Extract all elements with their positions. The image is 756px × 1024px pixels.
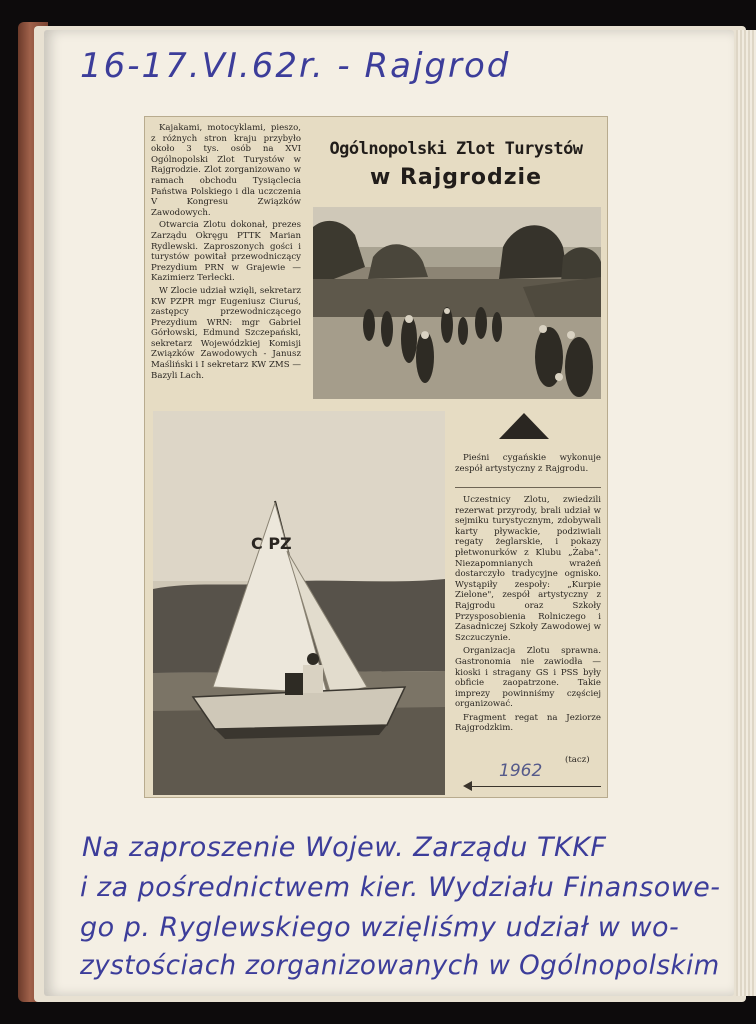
photo-caption: Pieśni cygańskie wykonuje zespół artystyczny z Rajgrodu. [455, 453, 601, 474]
article-paragraph: Fragment regat na Jeziorze Rajgrodzkim. [455, 712, 601, 734]
article-paragraph: Organizacja Zlotu sprawna. Gastronomia nie zawiodła — kioski i straganу GS i PSS były obficie zaopatrzone. Takie imprezy powinniśmy częściej organizować. [455, 646, 601, 710]
article-paragraph: W Zlocie udział wzięli, sekretarz KW PZPR mgr Eugeniusz Ciuruś, zastępcy przewodniczącego Prezydium WRN: mgr Gabriel Górłowski, Edmund Szczepański, sekretarz Wojewódzkiej Komisji Związków Zawodowych - Janusz Maśliński i I sekretarz KW ZMS — Bazyli Lach. [151, 285, 301, 381]
article-left-column [151, 123, 301, 383]
headline [311, 125, 601, 211]
handwritten-date-title: 16-17.VI.62r. - Rajgrod [80, 46, 511, 86]
handwritten-note-line: zystościach zorganizowanych w Ogólnopolskim [80, 950, 720, 981]
article-author: (tacz) [565, 755, 590, 765]
handwritten-note-line: i za pośrednictwem kier. Wydziału Finansowe- [80, 872, 721, 903]
headline-line-2: w Rajgrodzie [369, 165, 543, 190]
photo-sailing-regatta [153, 411, 445, 795]
article-paragraph: Uczestnicy Zlotu, zwiedzili rezerwat przyrody, brali udział w sejmiku turystycznym, zdobywali karty pływackie, podziwiali regaty żeglarskie, i pokazy płetwonurków z Klubu „Żaba". Niezapomnianych wrażeń dostarczyło tradycyjne ognisko. Wystąpiły zespoły: „Kurpie Zielone", zespół artystyczny z Rajgrodu oraz Szkoły Przysposobienia Rolniczego i Zasadniczej Szkoły Zawodowej w Szczuczynie. [455, 495, 601, 643]
triangle-marker-icon [499, 413, 549, 441]
sail-marking: C PZ [251, 534, 292, 553]
arrow-left-icon [463, 781, 472, 791]
article-paragraph: Kajakami, motocyklami, pieszo, z różnych stron kraju przybyło około 3 tys. osób na XVI Ogólnopolski Zlot Turystów w Rajgrodzie. Zlot zorganizowano w ramach obchodu Tysiąclecia Państwa Polskiego i dla uczczenia V Kongresu Związków Zawodowych. [151, 123, 301, 218]
handwritten-note-line: go p. Ryglewskiego wzięliśmy udział w wo- [80, 912, 680, 943]
headline-line-1: Ogólnopolski Zlot Turystów [329, 139, 583, 159]
newspaper-clipping [144, 116, 608, 798]
arrow-line [467, 786, 601, 787]
page-edges [736, 30, 756, 996]
handwritten-note-line: Na zaproszenie Wojew. Zarządu TKKF [82, 832, 607, 863]
article-right-column [455, 495, 601, 737]
article-paragraph: Otwarcia Zlotu dokonał, prezes Zarządu Okręgu PTTK Marian Rydlewski. Zaproszonych gości i turystów powitał przewodniczący Prezydium PRN w Grajewie — Kazimierz Terlecki. [151, 220, 301, 284]
photo-gypsy-ensemble [313, 207, 601, 399]
handwritten-year: 1962 [499, 761, 543, 781]
column-divider [455, 487, 601, 488]
